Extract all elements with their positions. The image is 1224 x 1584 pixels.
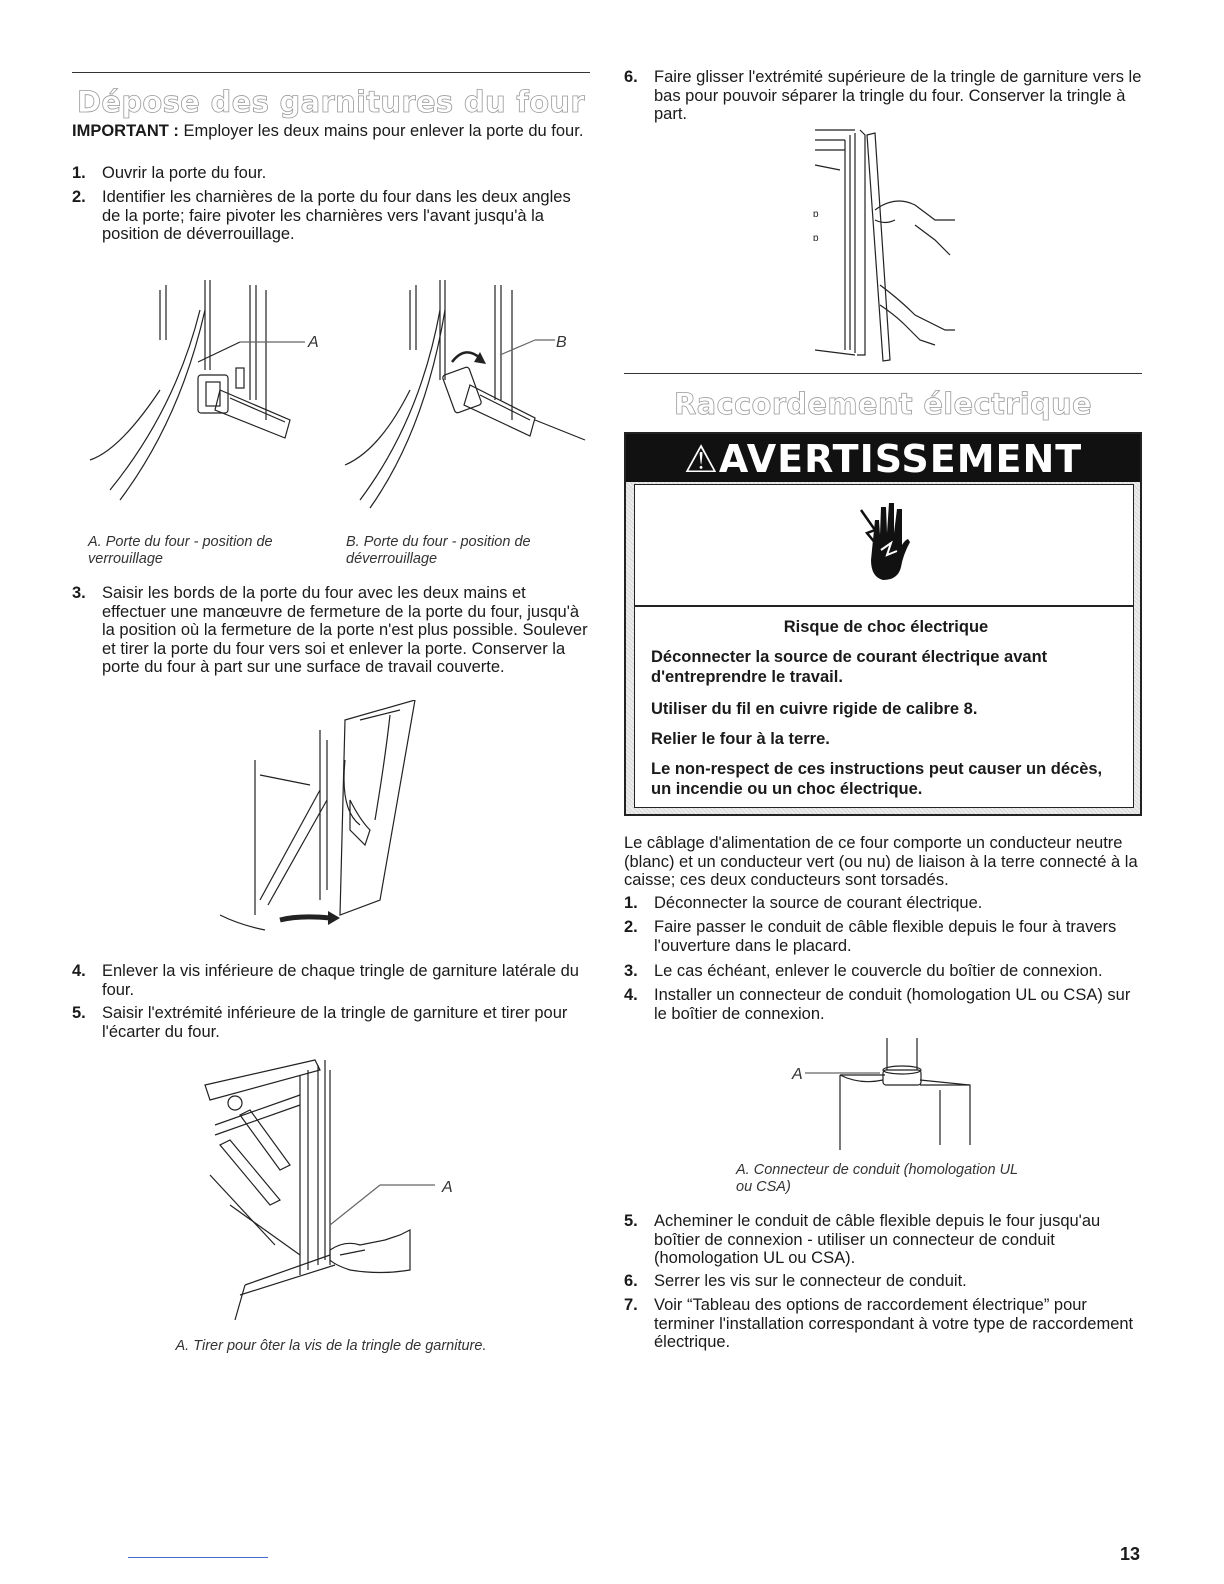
list-item: [72, 1004, 590, 1041]
warning-triangle-icon: ⚠: [683, 437, 719, 481]
warning-header: [626, 434, 1140, 482]
wiring-intro: Le câblage d'alimentation de ce four comporte un conducteur neutre (blanc) et un conducteur vert (ou nu) de liaison à la terre connecté à la caisse; ces deux conducteurs sont torsadés.: [624, 834, 1138, 889]
step-text: Acheminer le conduit de câble flexible depuis le four jusqu'au boîtier de connexion - utiliser un connecteur de conduit (homologation UL ou CSA).: [654, 1212, 1101, 1267]
fig3-label-a: A: [442, 1179, 453, 1196]
page-number: 13: [1120, 1544, 1141, 1564]
list-item: [72, 164, 590, 183]
list-item: [624, 1296, 1142, 1352]
list-item: [624, 986, 1142, 1023]
section-rule-right: [624, 373, 1142, 374]
hinge-unlocked-illustration: [345, 280, 585, 508]
step-text: Saisir l'extrémité inférieure de la tringle de garniture et tirer pour l'écarter du four.: [102, 1004, 568, 1041]
step-number: 5.: [72, 1004, 86, 1022]
svg-text:ɒ: ɒ: [813, 233, 819, 244]
step-number: 7.: [624, 1296, 638, 1314]
step-text: Faire passer le conduit de câble flexible depuis le four à travers l'ouverture dans le placard.: [654, 918, 1117, 955]
step-number: 5.: [624, 1212, 638, 1230]
warning-line: Relier le four à la terre.: [651, 730, 830, 748]
list-item: [624, 918, 1142, 955]
warning-line: Utiliser du fil en cuivre rigide de calibre 8.: [651, 700, 978, 718]
step-number: 3.: [624, 962, 638, 980]
step-number: 2.: [624, 918, 638, 936]
list-item: [72, 188, 590, 244]
step-number: 3.: [72, 584, 86, 602]
important-note: [72, 122, 590, 141]
warning-heading: AVERTISSEMENT: [718, 437, 1083, 481]
step-text: Saisir les bords de la porte du four avec les deux mains et effectuer une manœuvre de fermeture de la porte du four, jusqu'à la position où la fermeture de la porte n'est plus possible. Soulever et tirer la porte du four vers soi et enlever la porte. Conserver la porte du four à part sur une surface de travail couverte.: [102, 584, 588, 676]
step-text: Enlever la vis inférieure de chaque tringle de garniture latérale du four.: [102, 962, 579, 999]
list-item: [624, 68, 1142, 124]
step-number: 1.: [72, 164, 86, 182]
trim-strip-figure: [805, 125, 965, 365]
list-item: [72, 584, 590, 677]
step-text: Identifier les charnières de la porte du four dans les deux angles de la porte; faire pivoter les charnières vers l'avant jusqu'à la position de déverrouillage.: [102, 188, 571, 243]
fig1-caption-b: B. Porte du four - position de déverrouillage: [346, 534, 531, 567]
fig5-label-a: A: [792, 1066, 803, 1083]
electric-shock-hand-icon: [853, 495, 913, 595]
step-text: Voir “Tableau des options de raccordement électrique” pour terminer l'installation correspondant à votre type de raccordement électrique.: [654, 1296, 1134, 1351]
fig1-label-a: A: [308, 334, 319, 351]
trim-screw-figure: [200, 1055, 480, 1330]
footer-rule: [128, 1557, 268, 1558]
warning-risk: Risque de choc électrique: [783, 618, 989, 636]
step-number: 2.: [72, 188, 86, 206]
important-label: IMPORTANT :: [72, 122, 179, 140]
warning-icon-area: [634, 484, 1134, 606]
step-number: 1.: [624, 894, 638, 912]
step-text: Serrer les vis sur le connecteur de conduit.: [654, 1272, 967, 1290]
step-number: 4.: [624, 986, 638, 1004]
warning-text-area: [634, 606, 1134, 808]
step-number: 6.: [624, 1272, 638, 1290]
important-text: Employer les deux mains pour enlever la porte du four.: [178, 122, 584, 140]
list-item: [72, 962, 590, 999]
list-item: [624, 894, 1142, 913]
section-title-raccordement: Raccordement électrique: [674, 387, 1092, 421]
warning-box: [624, 432, 1142, 816]
fig1-label-b: B: [556, 334, 567, 351]
step-text: Installer un connecteur de conduit (homologation UL ou CSA) sur le boîtier de connexion.: [654, 986, 1131, 1023]
list-item: [624, 1272, 1142, 1291]
arrow-pull-icon: [280, 917, 330, 920]
door-removal-figure: [210, 700, 440, 940]
step-number: 6.: [624, 68, 638, 86]
fig5-caption: A. Connecteur de conduit (homologation UL ou CSA): [736, 1162, 1018, 1195]
warning-line: Le non-respect de ces instructions peut causer un décès, un incendie ou un choc électrique.: [651, 760, 1103, 798]
section-rule-left: [72, 72, 590, 73]
door-hinge-figure: [80, 270, 590, 520]
step-text: Ouvrir la porte du four.: [102, 164, 267, 182]
fig3-caption: A. Tirer pour ôter la vis de la tringle de garniture.: [175, 1338, 487, 1354]
conduit-connector-figure: [780, 1035, 1000, 1150]
list-item: [624, 1212, 1142, 1268]
section-title-depose: Dépose des garnitures du four: [77, 85, 585, 119]
step-number: 4.: [72, 962, 86, 980]
list-item: [624, 962, 1142, 981]
step-text: Le cas échéant, enlever le couvercle du boîtier de connexion.: [654, 962, 1103, 980]
step-text: Faire glisser l'extrémité supérieure de la tringle de garniture vers le bas pour pouvoir séparer la tringle du four. Conserver la tringle à part.: [654, 68, 1142, 123]
svg-text:ɒ: ɒ: [813, 209, 819, 220]
warning-line: Déconnecter la source de courant électrique avant d'entreprendre le travail.: [651, 648, 1048, 686]
step-text: Déconnecter la source de courant électrique.: [654, 894, 983, 912]
fig1-caption-a: A. Porte du four - position de verrouillage: [88, 534, 273, 567]
hinge-locked-illustration: [90, 280, 305, 500]
